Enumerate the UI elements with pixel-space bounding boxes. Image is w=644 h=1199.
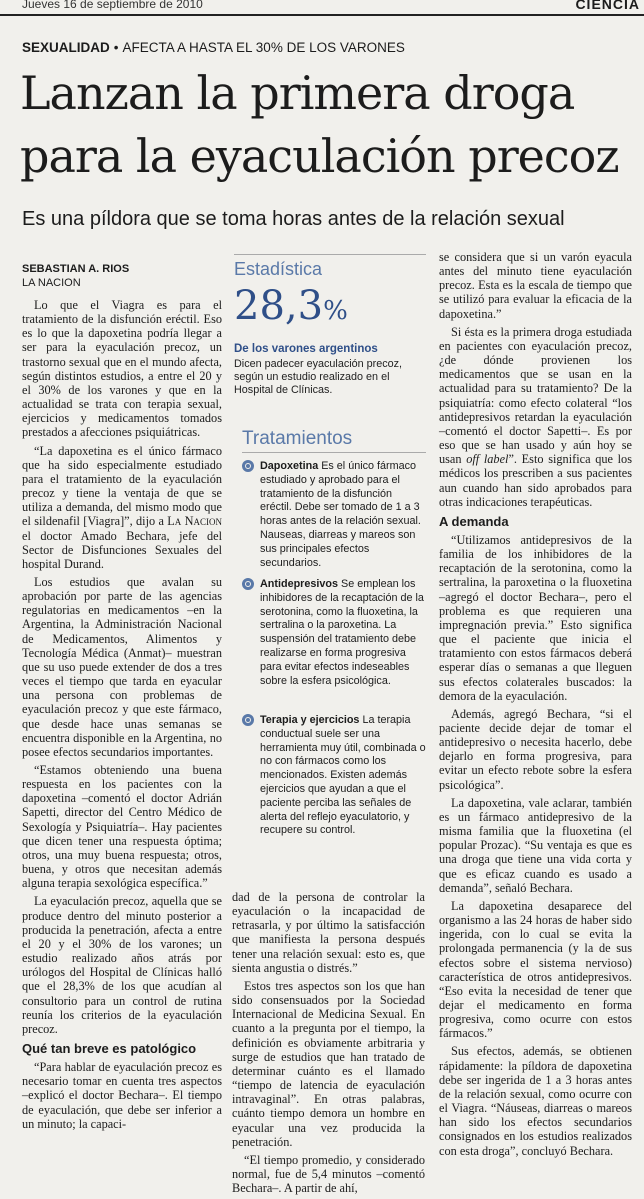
kicker-separator: • — [113, 40, 119, 55]
treatment-item: Dapoxetina Es el único fármaco estudiado y aprobado para el tratamiento de la disfunción eréctil. Debe ser tomado de 1 a 3 horas antes de la relación sexual. Nauseas, diarreas y mareos son sus principales efectos secundarios. — [242, 460, 426, 570]
publication-date: Jueves 16 de septiembre de 2010 — [22, 0, 203, 11]
treatment-item: Antidepresivos Se emplean los inhibidores de la recaptación de la serotonina, como la fluoxetina, la sertralina o la paroxetina. La suspensión del tratamiento debe realizarse en forma progresiva para evitar efectos indeseables sobre la esfera psicológica. — [242, 578, 426, 688]
paragraph: se considera que si un varón eyacula antes del minuto tiene eyaculación precoz. Esta es la escala de tiempo que se utilizó para evaluar la eficacia de la dapoxetina.” — [439, 250, 632, 321]
paragraph: Sus efectos, además, se obtienen rápidamente: la píldora de dapoxetina debe ser ingerida de 1 a 3 horas antes de la relación sexual, como ocurre con el Viagra. “Náuseas, diarreas o mareos han sido los efectos secundarios consignados en los estudios realizados con esta droga”, concluyó Bechara. — [439, 1044, 632, 1158]
kicker-note: AFECTA A HASTA EL 30% DE LOS VARONES — [122, 40, 405, 55]
paragraph: Si ésta es la primera droga estudiada en pacientes con eyaculación precoz, ¿de dónde provienen los medicamentos que se usan en la actualidad para su tratamiento? De la psiquiatría: como efecto colateral “los antidepresivos retardan la eyaculación –comentó el doctor Sapetti–. Es por eso que se han usado y aún hoy se usan off label”. Esto significa que los médicos los prescriben a sus pacientes aun cuando han sido aprobados para otras indicaciones terapéuticas. — [439, 324, 632, 509]
paragraph: “Para hablar de eyaculación precoz es necesario tomar en cuenta tres aspectos –explicó el doctor Bechara–. El tiempo de eyaculación, que debe ser inferior a un minuto; la capaci- — [22, 1060, 222, 1131]
paragraph: “La dapoxetina es el único fármaco que ha sido especialmente estudiado para el tratamiento de la eyaculación precoz y tiene la ventaja de que se utiliza a demanda, del mismo modo que el sildenafil [Viagra]”, dijo a La Nacion el doctor Amado Bechara, jefe del Sector de Disfunciones Sexuales del hospital Durand. — [22, 443, 222, 571]
bullet-icon — [242, 578, 254, 590]
section-heading: Qué tan breve es patológico — [22, 1040, 197, 1056]
paragraph: Además, agregó Bechara, “si el paciente decide dejar de tomar el antidepresivo o necesita hacerlo, debe dejarlo en forma progresiva, para evitar un efecto rebote sobre la esfera psicológica”. — [439, 706, 632, 792]
statistics-sidebar — [234, 254, 426, 397]
stat-description: Dicen padecer eyaculación precoz, según un estudio realizado en el Hospital de Clínicas. — [234, 358, 403, 396]
paragraph: La dapoxetina desaparece del organismo a las 24 horas de haber sido ingerida, con lo cual se evita la prolongada permanencia (y la de sus efectos sobre el sistema nervioso) característica de otros antidepresivos. “Eso evita la necesidad de tener que dejar el medicamento en forma progresiva, como ocurre con estos fármacos.” — [439, 898, 632, 1041]
section-label: CIENCIA — [575, 0, 640, 12]
section-heading: A demanda — [439, 513, 509, 529]
paragraph: Estos tres aspectos son los que han sido consensuados por la Sociedad Internacional de Medicina Sexual. En cuanto a la pregunta por el tiempo, la definición es obviamente arbitraria y surge de estudios que han tratado de determinar cuánto es el llamado “tiempo de latencia de eyaculación intravaginal”. En otras palabras, cuánto tiempo demora un hombre en eyacular una vez producida la penetración. — [232, 978, 425, 1149]
stat-caption: De los varones argentinos — [234, 343, 378, 355]
treatment-item: Terapia y ejercicios La terapia conductual suele ser una herramienta muy útil, combinada o no con fármacos como los mencionados. Existen además ejercicios que ayudan a que el paciente perciba las señales de alerta del reflejo eyaculatorio, y recupere su control. — [242, 714, 426, 838]
treatments-title: Tratamientos — [242, 428, 353, 449]
divider — [242, 452, 426, 453]
kicker-topic: SEXUALIDAD — [22, 40, 110, 55]
article-column-3 — [439, 250, 632, 1162]
bullet-icon — [242, 714, 254, 726]
outlet-name: La Nacion — [167, 514, 222, 529]
paragraph: “Utilizamos antidepresivos de la familia de los inhibidores de la recaptación de la serotonina, como la sertralina, la paroxetina o la fluoxetina –agregó el doctor Bechara–, pero el problema es que requieren una impregnación previa.” Esto significa que el paciente que inicia el tratamiento con estos fármacos deberá esperar días o semanas a que lleguen sus efectos colaterales buscados: la demora de la eyaculación. — [439, 532, 632, 703]
article-column-2 — [232, 890, 425, 1199]
subtitle: Es una píldora que se toma horas antes de la relación sexual — [22, 208, 565, 230]
bullet-icon — [242, 460, 254, 472]
headline: Lanzan la primera droga para la eyaculación precoz — [20, 66, 619, 183]
kicker — [22, 40, 405, 55]
paragraph: “El tiempo promedio, y considerado normal, fue de 5,4 minutos –comentó Bechara–. A partir de ahí, — [232, 1152, 425, 1196]
paragraph: dad de la persona de controlar la eyaculación o la incapacidad de retrasarla, y por último la satisfacción que manifiesta la persona después tener una relación sexual: esto es, que sienta angustia o distrés.” — [232, 890, 425, 975]
article-column-1 — [22, 298, 222, 1135]
paragraph: Lo que el Viagra es para el tratamiento de la disfunción eréctil. Eso es lo que la dapoxetina podría llegar a ser para la eyaculación precoz, un trastorno sexual que en el mundo afecta, según distintos estudios, a entre el 20 y el 30% de los varones y que en la actualidad se trata con terapia sexual, ejercicios y medicamentos tomados prestados a afecciones psiquiátricas. — [22, 298, 222, 440]
italic-term: off label — [466, 452, 509, 467]
byline — [22, 262, 129, 290]
paragraph: La eyaculación precoz, aquella que se produce dentro del minuto posterior a producida la penetración, afecta a entre el 20 y el 30% de los varones; un estudio realizado años atrás por urólogos del Hospital de Clínicas halló que el 28,3% de los que acudían al consultorio para un control de rutina reunía los criterios de la eyaculación precoz. — [22, 894, 222, 1036]
byline-outlet: LA NACION — [22, 277, 81, 289]
paragraph: “Estamos obteniendo una buena respuesta en los pacientes con la dapoxetina –comentó el doctor Adrián Sapetti, director del Centro Médico de Sexología y Psiquiatría–. Hay pacientes que dicen tener una respuesta óptima; otros, una muy buena respuesta; otros, buena, y otros que necesitan además alguna terapia sexológica específica.” — [22, 763, 222, 891]
paragraph: Los estudios que avalan su aprobación por parte de las agencias regulatorias en medicamentos –en la Argentina, la Administración Nacional de Medicamentos, Alimentos y Tecnología Médica (Anmat)– muestran que su uso puede extender de dos a tres veces el tiempo que tarda en eyacular una persona con problemas de eyaculación precoz y que este fármaco, que desde hace unas semanas se encuentra disponible en la Argentina, no posee efectos secundarios importantes. — [22, 574, 222, 759]
byline-author: SEBASTIAN A. RIOS — [22, 263, 130, 275]
stat-figure: 28,3% — [234, 283, 348, 329]
paragraph: La dapoxetina, vale aclarar, también es un fármaco antidepresivo de la misma familia que la fluoxetina (el popular Prozac). “Su ventaja es que es una droga que tiene una vida corta y que es eficaz cuando es usado a demanda”, señaló Bechara. — [439, 795, 632, 895]
masthead — [0, 0, 644, 16]
sidebar-title: Estadística — [234, 259, 323, 279]
